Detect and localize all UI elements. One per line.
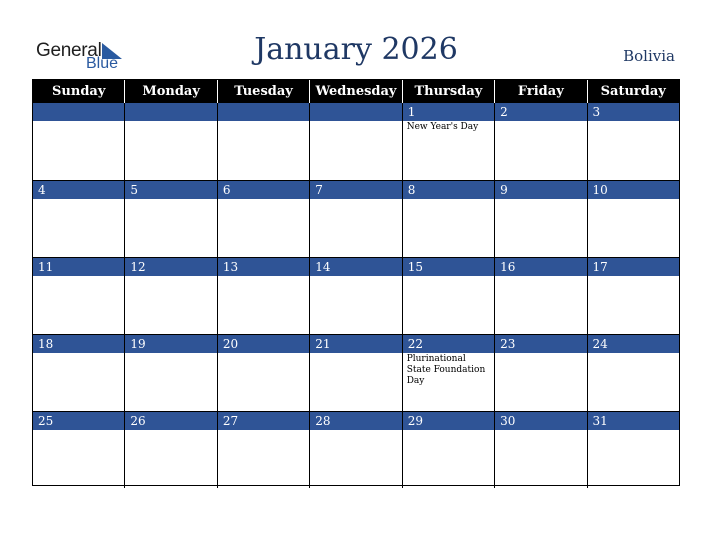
day-number: 18 [33,335,124,353]
day-number: 25 [33,412,124,430]
calendar-day-cell [124,258,216,334]
day-number: 12 [125,258,216,276]
calendar-grid [32,79,680,486]
calendar-day-cell [402,103,494,180]
day-number: 28 [310,412,401,430]
day-number: 24 [588,335,679,353]
day-number: 31 [588,412,679,430]
weekday-header-row [33,80,679,103]
calendar-day-cell [309,181,401,257]
day-number: 2 [495,103,586,121]
calendar-day-cell [402,335,494,411]
day-number: 6 [218,181,309,199]
logo-text-general: General [36,40,102,61]
calendar-week-row [33,334,679,411]
calendar-day-cell [587,258,679,334]
calendar-day-cell [33,103,124,180]
holiday-label: New Year's Day [406,122,479,132]
calendar-day-cell [33,181,124,257]
calendar-day-cell [217,335,309,411]
day-number: 21 [310,335,401,353]
calendar-day-cell [402,412,494,488]
calendar-day-cell [309,412,401,488]
calendar-day-cell [402,258,494,334]
page-title: January 2026 [254,32,458,67]
day-number: 13 [218,258,309,276]
calendar-day-cell [402,181,494,257]
calendar-day-cell [124,335,216,411]
calendar-weeks [33,103,679,488]
calendar-day-cell [309,335,401,411]
calendar-day-cell [33,335,124,411]
day-number: 30 [495,412,586,430]
day-number [125,103,216,121]
calendar-day-cell [124,181,216,257]
day-number: 15 [403,258,494,276]
day-number: 5 [125,181,216,199]
day-number: 14 [310,258,401,276]
day-number: 19 [125,335,216,353]
day-number: 7 [310,181,401,199]
calendar-week-row [33,180,679,257]
day-number: 9 [495,181,586,199]
calendar-day-cell [494,412,586,488]
weekday-saturday: Saturday [587,80,679,103]
weekday-tuesday: Tuesday [217,80,309,103]
calendar-day-cell [587,181,679,257]
day-number: 1 [403,103,494,121]
calendar-day-cell [494,103,586,180]
weekday-monday: Monday [124,80,216,103]
day-number [33,103,124,121]
calendar-week-row [33,103,679,180]
weekday-thursday: Thursday [402,80,494,103]
calendar-day-cell [217,103,309,180]
calendar-week-row [33,257,679,334]
day-number: 27 [218,412,309,430]
holiday-label: Plurinational State Foundation Day [406,354,486,386]
calendar-week-row [33,411,679,488]
calendar-day-cell [494,258,586,334]
day-number: 3 [588,103,679,121]
day-number: 17 [588,258,679,276]
calendar-day-cell [494,335,586,411]
calendar-day-cell [33,412,124,488]
day-number: 23 [495,335,586,353]
calendar-day-cell [309,258,401,334]
day-number: 10 [588,181,679,199]
weekday-sunday: Sunday [52,84,106,99]
day-number: 29 [403,412,494,430]
calendar-day-cell [33,258,124,334]
calendar-day-cell [217,258,309,334]
day-number [310,103,401,121]
logo-text-blue: Blue [86,55,119,72]
day-number: 11 [33,258,124,276]
calendar-day-cell [587,412,679,488]
calendar-day-cell [494,181,586,257]
calendar-day-cell [124,103,216,180]
day-number: 8 [403,181,494,199]
day-number: 20 [218,335,309,353]
weekday-wednesday: Wednesday [309,80,401,103]
calendar-day-cell [309,103,401,180]
country-label: Bolivia [623,47,675,65]
day-number: 16 [495,258,586,276]
weekday-friday: Friday [494,80,586,103]
day-number: 26 [125,412,216,430]
day-number: 4 [33,181,124,199]
day-number [218,103,309,121]
calendar-day-cell [217,412,309,488]
calendar-day-cell [124,412,216,488]
calendar-day-cell [217,181,309,257]
calendar-day-cell [587,335,679,411]
calendar-day-cell [587,103,679,180]
day-number: 22 [403,335,494,353]
